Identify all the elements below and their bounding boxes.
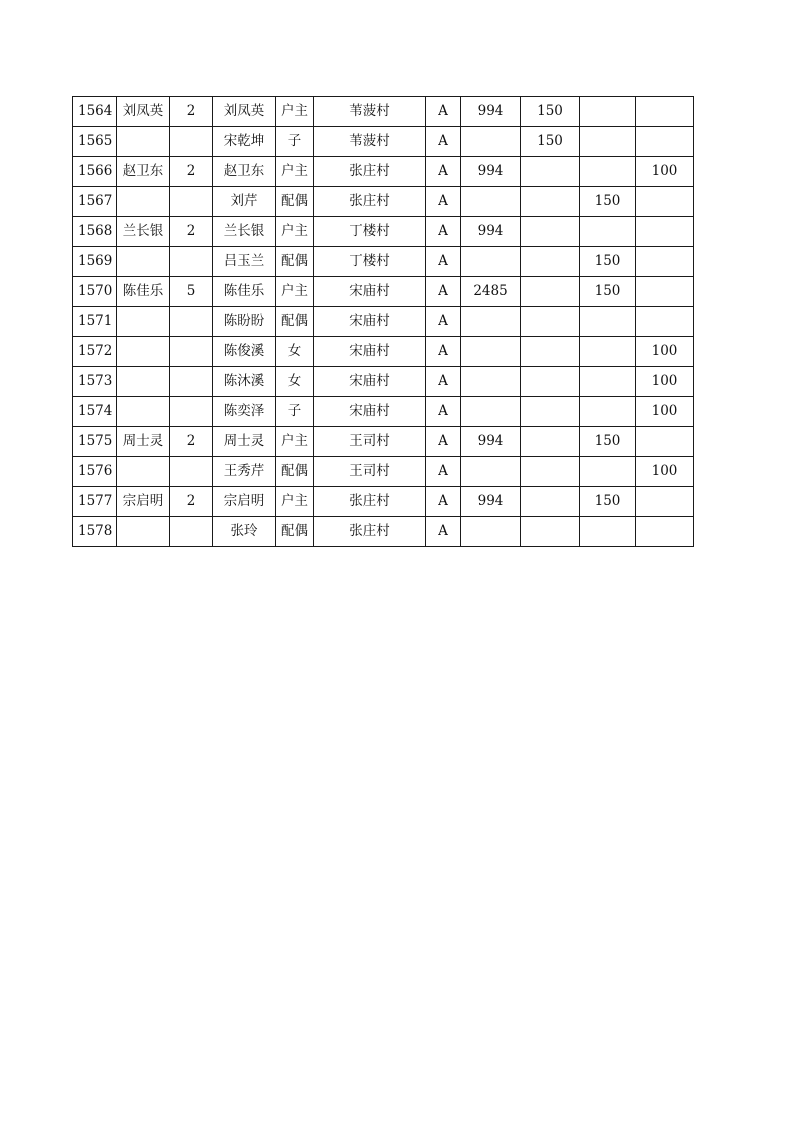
cell-member-name: 陈奕泽 xyxy=(213,397,276,427)
cell-village: 王司村 xyxy=(314,457,426,487)
cell-seq-no: 1572 xyxy=(73,337,117,367)
cell-relation: 配偶 xyxy=(276,247,314,277)
cell-amount-4: 100 xyxy=(636,157,694,187)
cell-member-name: 陈盼盼 xyxy=(213,307,276,337)
cell-household-size: 2 xyxy=(170,97,213,127)
cell-grade: A xyxy=(426,277,461,307)
cell-household-head xyxy=(117,127,170,157)
table-row xyxy=(73,397,694,427)
cell-grade: A xyxy=(426,397,461,427)
cell-seq-no: 1567 xyxy=(73,187,117,217)
cell-household-head xyxy=(117,457,170,487)
table-row xyxy=(73,427,694,457)
table-row xyxy=(73,247,694,277)
cell-seq-no: 1575 xyxy=(73,427,117,457)
table-row xyxy=(73,187,694,217)
cell-grade: A xyxy=(426,517,461,547)
cell-seq-no: 1564 xyxy=(73,97,117,127)
table-row xyxy=(73,97,694,127)
cell-grade: A xyxy=(426,307,461,337)
cell-grade: A xyxy=(426,457,461,487)
cell-village: 张庄村 xyxy=(314,187,426,217)
cell-household-size xyxy=(170,367,213,397)
cell-household-size: 2 xyxy=(170,157,213,187)
cell-household-size: 2 xyxy=(170,487,213,517)
table-row xyxy=(73,457,694,487)
cell-household-size xyxy=(170,457,213,487)
cell-amount-4 xyxy=(636,487,694,517)
cell-member-name: 刘芹 xyxy=(213,187,276,217)
cell-relation: 户主 xyxy=(276,217,314,247)
cell-amount-1: 2485 xyxy=(461,277,521,307)
cell-village: 丁楼村 xyxy=(314,217,426,247)
cell-amount-2 xyxy=(521,457,580,487)
cell-amount-3 xyxy=(580,97,636,127)
cell-amount-2 xyxy=(521,277,580,307)
table-row xyxy=(73,277,694,307)
document-page xyxy=(72,96,694,547)
table-row xyxy=(73,337,694,367)
cell-amount-1 xyxy=(461,397,521,427)
cell-village: 苇菠村 xyxy=(314,127,426,157)
cell-amount-2: 150 xyxy=(521,127,580,157)
table-row xyxy=(73,307,694,337)
cell-household-head xyxy=(117,517,170,547)
table-row xyxy=(73,157,694,187)
cell-seq-no: 1577 xyxy=(73,487,117,517)
cell-amount-2 xyxy=(521,337,580,367)
cell-amount-1: 994 xyxy=(461,157,521,187)
cell-amount-3 xyxy=(580,127,636,157)
cell-household-head: 宗启明 xyxy=(117,487,170,517)
table-row xyxy=(73,217,694,247)
cell-amount-1 xyxy=(461,337,521,367)
cell-seq-no: 1573 xyxy=(73,367,117,397)
cell-amount-2 xyxy=(521,157,580,187)
cell-amount-3 xyxy=(580,217,636,247)
cell-amount-3 xyxy=(580,517,636,547)
cell-grade: A xyxy=(426,157,461,187)
cell-amount-3 xyxy=(580,337,636,367)
cell-village: 宋庙村 xyxy=(314,337,426,367)
cell-member-name: 兰长银 xyxy=(213,217,276,247)
cell-grade: A xyxy=(426,217,461,247)
cell-amount-2 xyxy=(521,487,580,517)
data-table xyxy=(72,96,694,547)
cell-relation: 子 xyxy=(276,397,314,427)
cell-household-head: 兰长银 xyxy=(117,217,170,247)
cell-amount-2 xyxy=(521,217,580,247)
cell-amount-1 xyxy=(461,307,521,337)
cell-relation: 配偶 xyxy=(276,457,314,487)
cell-amount-4: 100 xyxy=(636,337,694,367)
cell-relation: 配偶 xyxy=(276,517,314,547)
cell-member-name: 赵卫东 xyxy=(213,157,276,187)
cell-amount-1 xyxy=(461,127,521,157)
cell-seq-no: 1578 xyxy=(73,517,117,547)
cell-amount-3: 150 xyxy=(580,277,636,307)
cell-amount-3: 150 xyxy=(580,427,636,457)
cell-relation: 户主 xyxy=(276,277,314,307)
cell-amount-2 xyxy=(521,187,580,217)
cell-relation: 配偶 xyxy=(276,307,314,337)
cell-household-size xyxy=(170,247,213,277)
cell-village: 张庄村 xyxy=(314,517,426,547)
cell-seq-no: 1568 xyxy=(73,217,117,247)
cell-amount-4: 100 xyxy=(636,367,694,397)
cell-member-name: 陈俊溪 xyxy=(213,337,276,367)
cell-grade: A xyxy=(426,337,461,367)
cell-amount-1 xyxy=(461,247,521,277)
cell-grade: A xyxy=(426,427,461,457)
cell-seq-no: 1574 xyxy=(73,397,117,427)
cell-member-name: 陈佳乐 xyxy=(213,277,276,307)
cell-member-name: 宋乾坤 xyxy=(213,127,276,157)
cell-amount-4: 100 xyxy=(636,397,694,427)
cell-village: 张庄村 xyxy=(314,487,426,517)
cell-household-head: 陈佳乐 xyxy=(117,277,170,307)
cell-household-head: 周士灵 xyxy=(117,427,170,457)
cell-seq-no: 1565 xyxy=(73,127,117,157)
cell-amount-1 xyxy=(461,457,521,487)
cell-amount-2 xyxy=(521,517,580,547)
cell-amount-4 xyxy=(636,517,694,547)
cell-household-head xyxy=(117,337,170,367)
cell-relation: 女 xyxy=(276,337,314,367)
cell-village: 王司村 xyxy=(314,427,426,457)
cell-household-size xyxy=(170,337,213,367)
table-row xyxy=(73,517,694,547)
cell-grade: A xyxy=(426,97,461,127)
cell-seq-no: 1571 xyxy=(73,307,117,337)
cell-amount-2 xyxy=(521,307,580,337)
cell-household-size xyxy=(170,127,213,157)
cell-village: 宋庙村 xyxy=(314,397,426,427)
cell-amount-4 xyxy=(636,217,694,247)
cell-household-head: 赵卫东 xyxy=(117,157,170,187)
cell-amount-1: 994 xyxy=(461,217,521,247)
table-row xyxy=(73,487,694,517)
cell-relation: 户主 xyxy=(276,157,314,187)
cell-amount-1: 994 xyxy=(461,97,521,127)
cell-grade: A xyxy=(426,127,461,157)
cell-household-size: 2 xyxy=(170,217,213,247)
cell-amount-3 xyxy=(580,397,636,427)
cell-relation: 配偶 xyxy=(276,187,314,217)
cell-village: 宋庙村 xyxy=(314,277,426,307)
cell-amount-4 xyxy=(636,127,694,157)
cell-amount-2 xyxy=(521,367,580,397)
table-body xyxy=(73,97,694,547)
cell-relation: 户主 xyxy=(276,427,314,457)
cell-member-name: 刘凤英 xyxy=(213,97,276,127)
cell-amount-4 xyxy=(636,277,694,307)
cell-amount-4 xyxy=(636,427,694,457)
cell-grade: A xyxy=(426,247,461,277)
table-row xyxy=(73,367,694,397)
cell-village: 宋庙村 xyxy=(314,307,426,337)
cell-amount-4 xyxy=(636,187,694,217)
cell-amount-3: 150 xyxy=(580,187,636,217)
cell-member-name: 张玲 xyxy=(213,517,276,547)
cell-household-size xyxy=(170,187,213,217)
cell-member-name: 周士灵 xyxy=(213,427,276,457)
cell-seq-no: 1566 xyxy=(73,157,117,187)
cell-amount-4: 100 xyxy=(636,457,694,487)
cell-amount-4 xyxy=(636,247,694,277)
cell-household-size xyxy=(170,517,213,547)
cell-household-size: 5 xyxy=(170,277,213,307)
cell-village: 苇菠村 xyxy=(314,97,426,127)
cell-household-head xyxy=(117,187,170,217)
cell-village: 张庄村 xyxy=(314,157,426,187)
cell-household-size xyxy=(170,307,213,337)
cell-amount-3 xyxy=(580,157,636,187)
cell-amount-4 xyxy=(636,97,694,127)
cell-amount-2 xyxy=(521,247,580,277)
cell-amount-2 xyxy=(521,427,580,457)
cell-amount-1: 994 xyxy=(461,487,521,517)
cell-seq-no: 1570 xyxy=(73,277,117,307)
cell-member-name: 宗启明 xyxy=(213,487,276,517)
cell-household-head xyxy=(117,397,170,427)
cell-amount-3 xyxy=(580,367,636,397)
cell-grade: A xyxy=(426,367,461,397)
cell-amount-3: 150 xyxy=(580,247,636,277)
cell-amount-1 xyxy=(461,187,521,217)
cell-amount-3 xyxy=(580,457,636,487)
cell-amount-1 xyxy=(461,517,521,547)
cell-amount-1: 994 xyxy=(461,427,521,457)
cell-amount-3 xyxy=(580,307,636,337)
cell-household-size: 2 xyxy=(170,427,213,457)
cell-member-name: 吕玉兰 xyxy=(213,247,276,277)
cell-grade: A xyxy=(426,187,461,217)
cell-village: 丁楼村 xyxy=(314,247,426,277)
cell-household-head xyxy=(117,247,170,277)
cell-household-head xyxy=(117,307,170,337)
cell-grade: A xyxy=(426,487,461,517)
cell-household-head: 刘凤英 xyxy=(117,97,170,127)
cell-household-size xyxy=(170,397,213,427)
table-row xyxy=(73,127,694,157)
cell-amount-1 xyxy=(461,367,521,397)
cell-village: 宋庙村 xyxy=(314,367,426,397)
cell-amount-2 xyxy=(521,397,580,427)
cell-member-name: 王秀芹 xyxy=(213,457,276,487)
cell-seq-no: 1576 xyxy=(73,457,117,487)
cell-relation: 户主 xyxy=(276,97,314,127)
cell-relation: 女 xyxy=(276,367,314,397)
cell-seq-no: 1569 xyxy=(73,247,117,277)
cell-member-name: 陈沐溪 xyxy=(213,367,276,397)
cell-household-head xyxy=(117,367,170,397)
cell-amount-2: 150 xyxy=(521,97,580,127)
cell-amount-3: 150 xyxy=(580,487,636,517)
cell-relation: 户主 xyxy=(276,487,314,517)
cell-amount-4 xyxy=(636,307,694,337)
cell-relation: 子 xyxy=(276,127,314,157)
